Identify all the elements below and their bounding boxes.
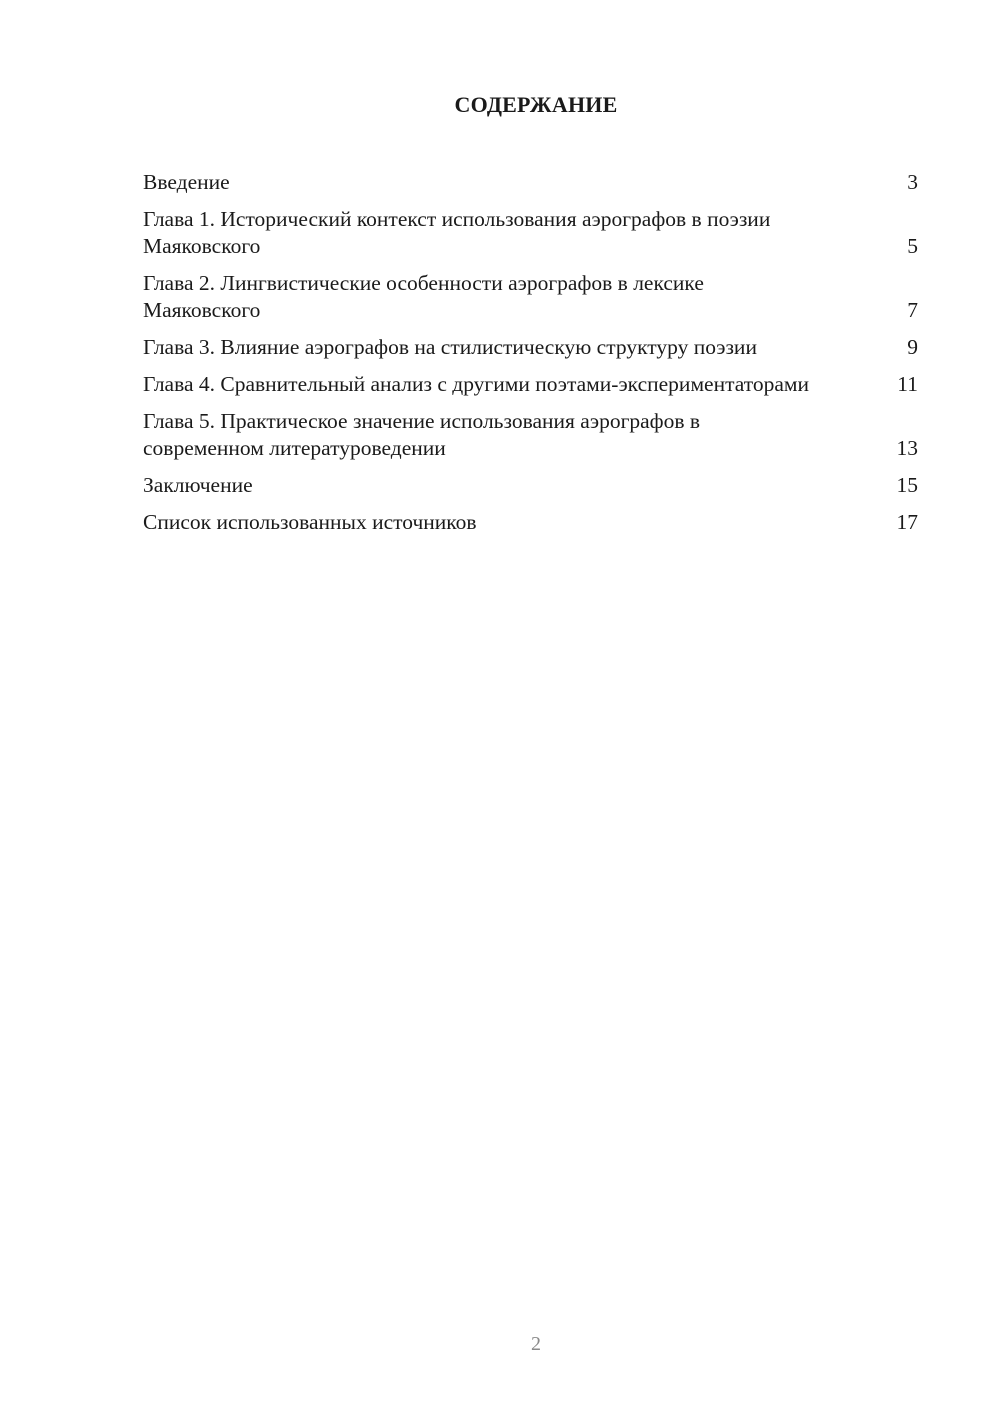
toc-entry-page: 7 xyxy=(907,298,918,322)
toc-entry-title: Введение xyxy=(143,170,230,194)
toc-entry-title: Глава 2. Лингвистические особенности аэрографов в лексике Маяковского xyxy=(143,271,704,322)
toc-entry-page: 15 xyxy=(896,473,918,497)
toc-entry-title: Глава 1. Исторический контекст использования аэрографов в поэзии Маяковского xyxy=(143,207,771,258)
toc-entry-introduction xyxy=(143,169,918,196)
toc-entry-title: Глава 4. Сравнительный анализ с другими поэтами-экспериментаторами xyxy=(143,372,810,396)
toc-entry-chapter-4 xyxy=(143,371,918,398)
toc-entry-conclusion xyxy=(143,472,918,499)
page-number: 2 xyxy=(531,1333,541,1355)
toc-entry-page: 13 xyxy=(896,436,918,460)
toc-entry-page: 11 xyxy=(897,372,918,396)
toc-heading: СОДЕРЖАНИЕ xyxy=(454,92,618,117)
toc-entry-title: Глава 3. Влияние аэрографов на стилистическую структуру поэзии xyxy=(143,335,757,359)
toc-entry-references xyxy=(143,509,918,536)
toc-entry-chapter-3 xyxy=(143,334,918,361)
toc-entry-page: 9 xyxy=(907,335,918,359)
toc-entry-title: Глава 5. Практическое значение использования аэрографов в современном литературоведении xyxy=(143,409,701,460)
toc-entry-title: Список использованных источников xyxy=(143,510,477,534)
toc-entry-chapter-5 xyxy=(143,408,918,462)
toc-entry-chapter-1 xyxy=(143,206,918,260)
toc-entry-page: 5 xyxy=(907,234,918,258)
toc-entry-page: 3 xyxy=(907,170,918,194)
toc-entry-chapter-2 xyxy=(143,270,918,324)
toc-entry-title: Заключение xyxy=(143,473,253,497)
table-of-contents xyxy=(143,169,918,546)
toc-entry-page: 17 xyxy=(896,510,918,534)
